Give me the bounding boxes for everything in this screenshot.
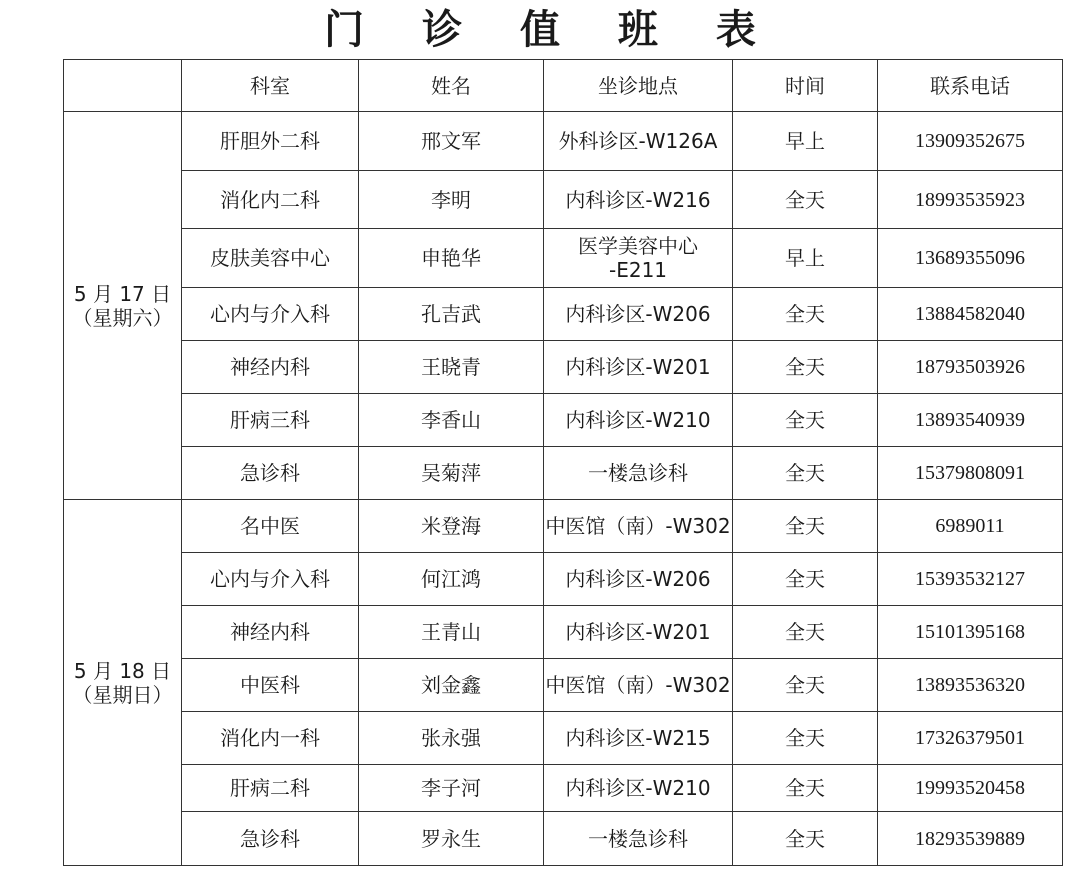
location-cell: 内科诊区-W206	[544, 288, 733, 341]
name-cell: 邢文军	[359, 112, 544, 171]
location-cell: 内科诊区-W201	[544, 341, 733, 394]
department-cell: 心内与介入科	[182, 553, 359, 606]
department-cell: 急诊科	[182, 447, 359, 500]
name-cell: 刘金鑫	[359, 659, 544, 712]
header-time: 时间	[733, 60, 878, 112]
table-row	[64, 171, 1063, 229]
department-cell: 神经内科	[182, 341, 359, 394]
phone-cell: 18793503926	[878, 341, 1063, 394]
table-row	[64, 288, 1063, 341]
table-row	[64, 341, 1063, 394]
department-cell: 肝胆外二科	[182, 112, 359, 171]
phone-cell: 17326379501	[878, 712, 1063, 765]
location-cell: 内科诊区-W216	[544, 171, 733, 229]
department-cell: 皮肤美容中心	[182, 229, 359, 288]
table-row	[64, 659, 1063, 712]
location-cell: 内科诊区-W215	[544, 712, 733, 765]
time-cell: 全天	[733, 447, 878, 500]
date-cell-may-18	[64, 500, 182, 866]
location-cell: 内科诊区-W210	[544, 394, 733, 447]
name-cell: 何江鸿	[359, 553, 544, 606]
location-cell: 中医馆（南）-W302	[544, 500, 733, 553]
location-cell: 内科诊区-W210	[544, 765, 733, 812]
location-cell	[544, 229, 733, 288]
phone-cell: 19993520458	[878, 765, 1063, 812]
phone-cell: 13909352675	[878, 112, 1063, 171]
location-cell: 中医馆（南）-W302	[544, 659, 733, 712]
time-cell: 全天	[733, 288, 878, 341]
location-cell: 一楼急诊科	[544, 812, 733, 866]
duty-roster-table	[63, 59, 1063, 866]
department-cell: 肝病二科	[182, 765, 359, 812]
time-cell: 全天	[733, 553, 878, 606]
phone-cell: 15393532127	[878, 553, 1063, 606]
time-cell: 全天	[733, 659, 878, 712]
table-row	[64, 712, 1063, 765]
location-cell: 内科诊区-W201	[544, 606, 733, 659]
phone-cell: 13893540939	[878, 394, 1063, 447]
table-row	[64, 229, 1063, 288]
name-cell: 张永强	[359, 712, 544, 765]
header-name: 姓名	[359, 60, 544, 112]
name-cell: 王青山	[359, 606, 544, 659]
header-location: 坐诊地点	[544, 60, 733, 112]
department-cell: 肝病三科	[182, 394, 359, 447]
time-cell: 全天	[733, 712, 878, 765]
header-date	[64, 60, 182, 112]
phone-cell: 15379808091	[878, 447, 1063, 500]
table-row	[64, 394, 1063, 447]
location-line-2: -E211	[608, 258, 668, 282]
header-department: 科室	[182, 60, 359, 112]
weekday-label: （星期六）	[72, 305, 173, 330]
department-cell: 消化内二科	[182, 171, 359, 229]
location-cell: 外科诊区-W126A	[544, 112, 733, 171]
table-row	[64, 500, 1063, 553]
time-cell: 全天	[733, 812, 878, 866]
name-cell: 王晓青	[359, 341, 544, 394]
phone-cell: 15101395168	[878, 606, 1063, 659]
department-cell: 名中医	[182, 500, 359, 553]
table-row	[64, 812, 1063, 866]
time-cell: 早上	[733, 229, 878, 288]
name-cell: 李香山	[359, 394, 544, 447]
time-cell: 早上	[733, 112, 878, 171]
header-phone: 联系电话	[878, 60, 1063, 112]
name-cell: 米登海	[359, 500, 544, 553]
table-row	[64, 447, 1063, 500]
phone-cell: 13884582040	[878, 288, 1063, 341]
name-cell: 孔吉武	[359, 288, 544, 341]
department-cell: 神经内科	[182, 606, 359, 659]
phone-cell: 13689355096	[878, 229, 1063, 288]
date-cell-may-17	[64, 112, 182, 500]
phone-cell: 18293539889	[878, 812, 1063, 866]
department-cell: 急诊科	[182, 812, 359, 866]
phone-cell: 6989011	[878, 500, 1063, 553]
time-cell: 全天	[733, 606, 878, 659]
time-cell: 全天	[733, 765, 878, 812]
name-cell: 罗永生	[359, 812, 544, 866]
name-cell: 吴菊萍	[359, 447, 544, 500]
date-label: 5 月 17 日	[73, 281, 172, 306]
weekday-label: （星期日）	[72, 682, 173, 707]
location-line-1: 医学美容中心	[578, 234, 698, 258]
name-cell: 申艳华	[359, 229, 544, 288]
time-cell: 全天	[733, 394, 878, 447]
location-cell: 一楼急诊科	[544, 447, 733, 500]
table-row	[64, 765, 1063, 812]
phone-cell: 18993535923	[878, 171, 1063, 229]
name-cell: 李子河	[359, 765, 544, 812]
phone-cell: 13893536320	[878, 659, 1063, 712]
department-cell: 心内与介入科	[182, 288, 359, 341]
department-cell: 消化内一科	[182, 712, 359, 765]
table-row	[64, 553, 1063, 606]
time-cell: 全天	[733, 171, 878, 229]
header-row	[64, 60, 1063, 112]
date-label: 5 月 18 日	[73, 658, 172, 683]
page-title: 门 诊 值 班 表	[324, 7, 778, 53]
time-cell: 全天	[733, 500, 878, 553]
name-cell: 李明	[359, 171, 544, 229]
department-cell: 中医科	[182, 659, 359, 712]
table-row	[64, 606, 1063, 659]
time-cell: 全天	[733, 341, 878, 394]
location-cell: 内科诊区-W206	[544, 553, 733, 606]
table-row	[64, 112, 1063, 171]
